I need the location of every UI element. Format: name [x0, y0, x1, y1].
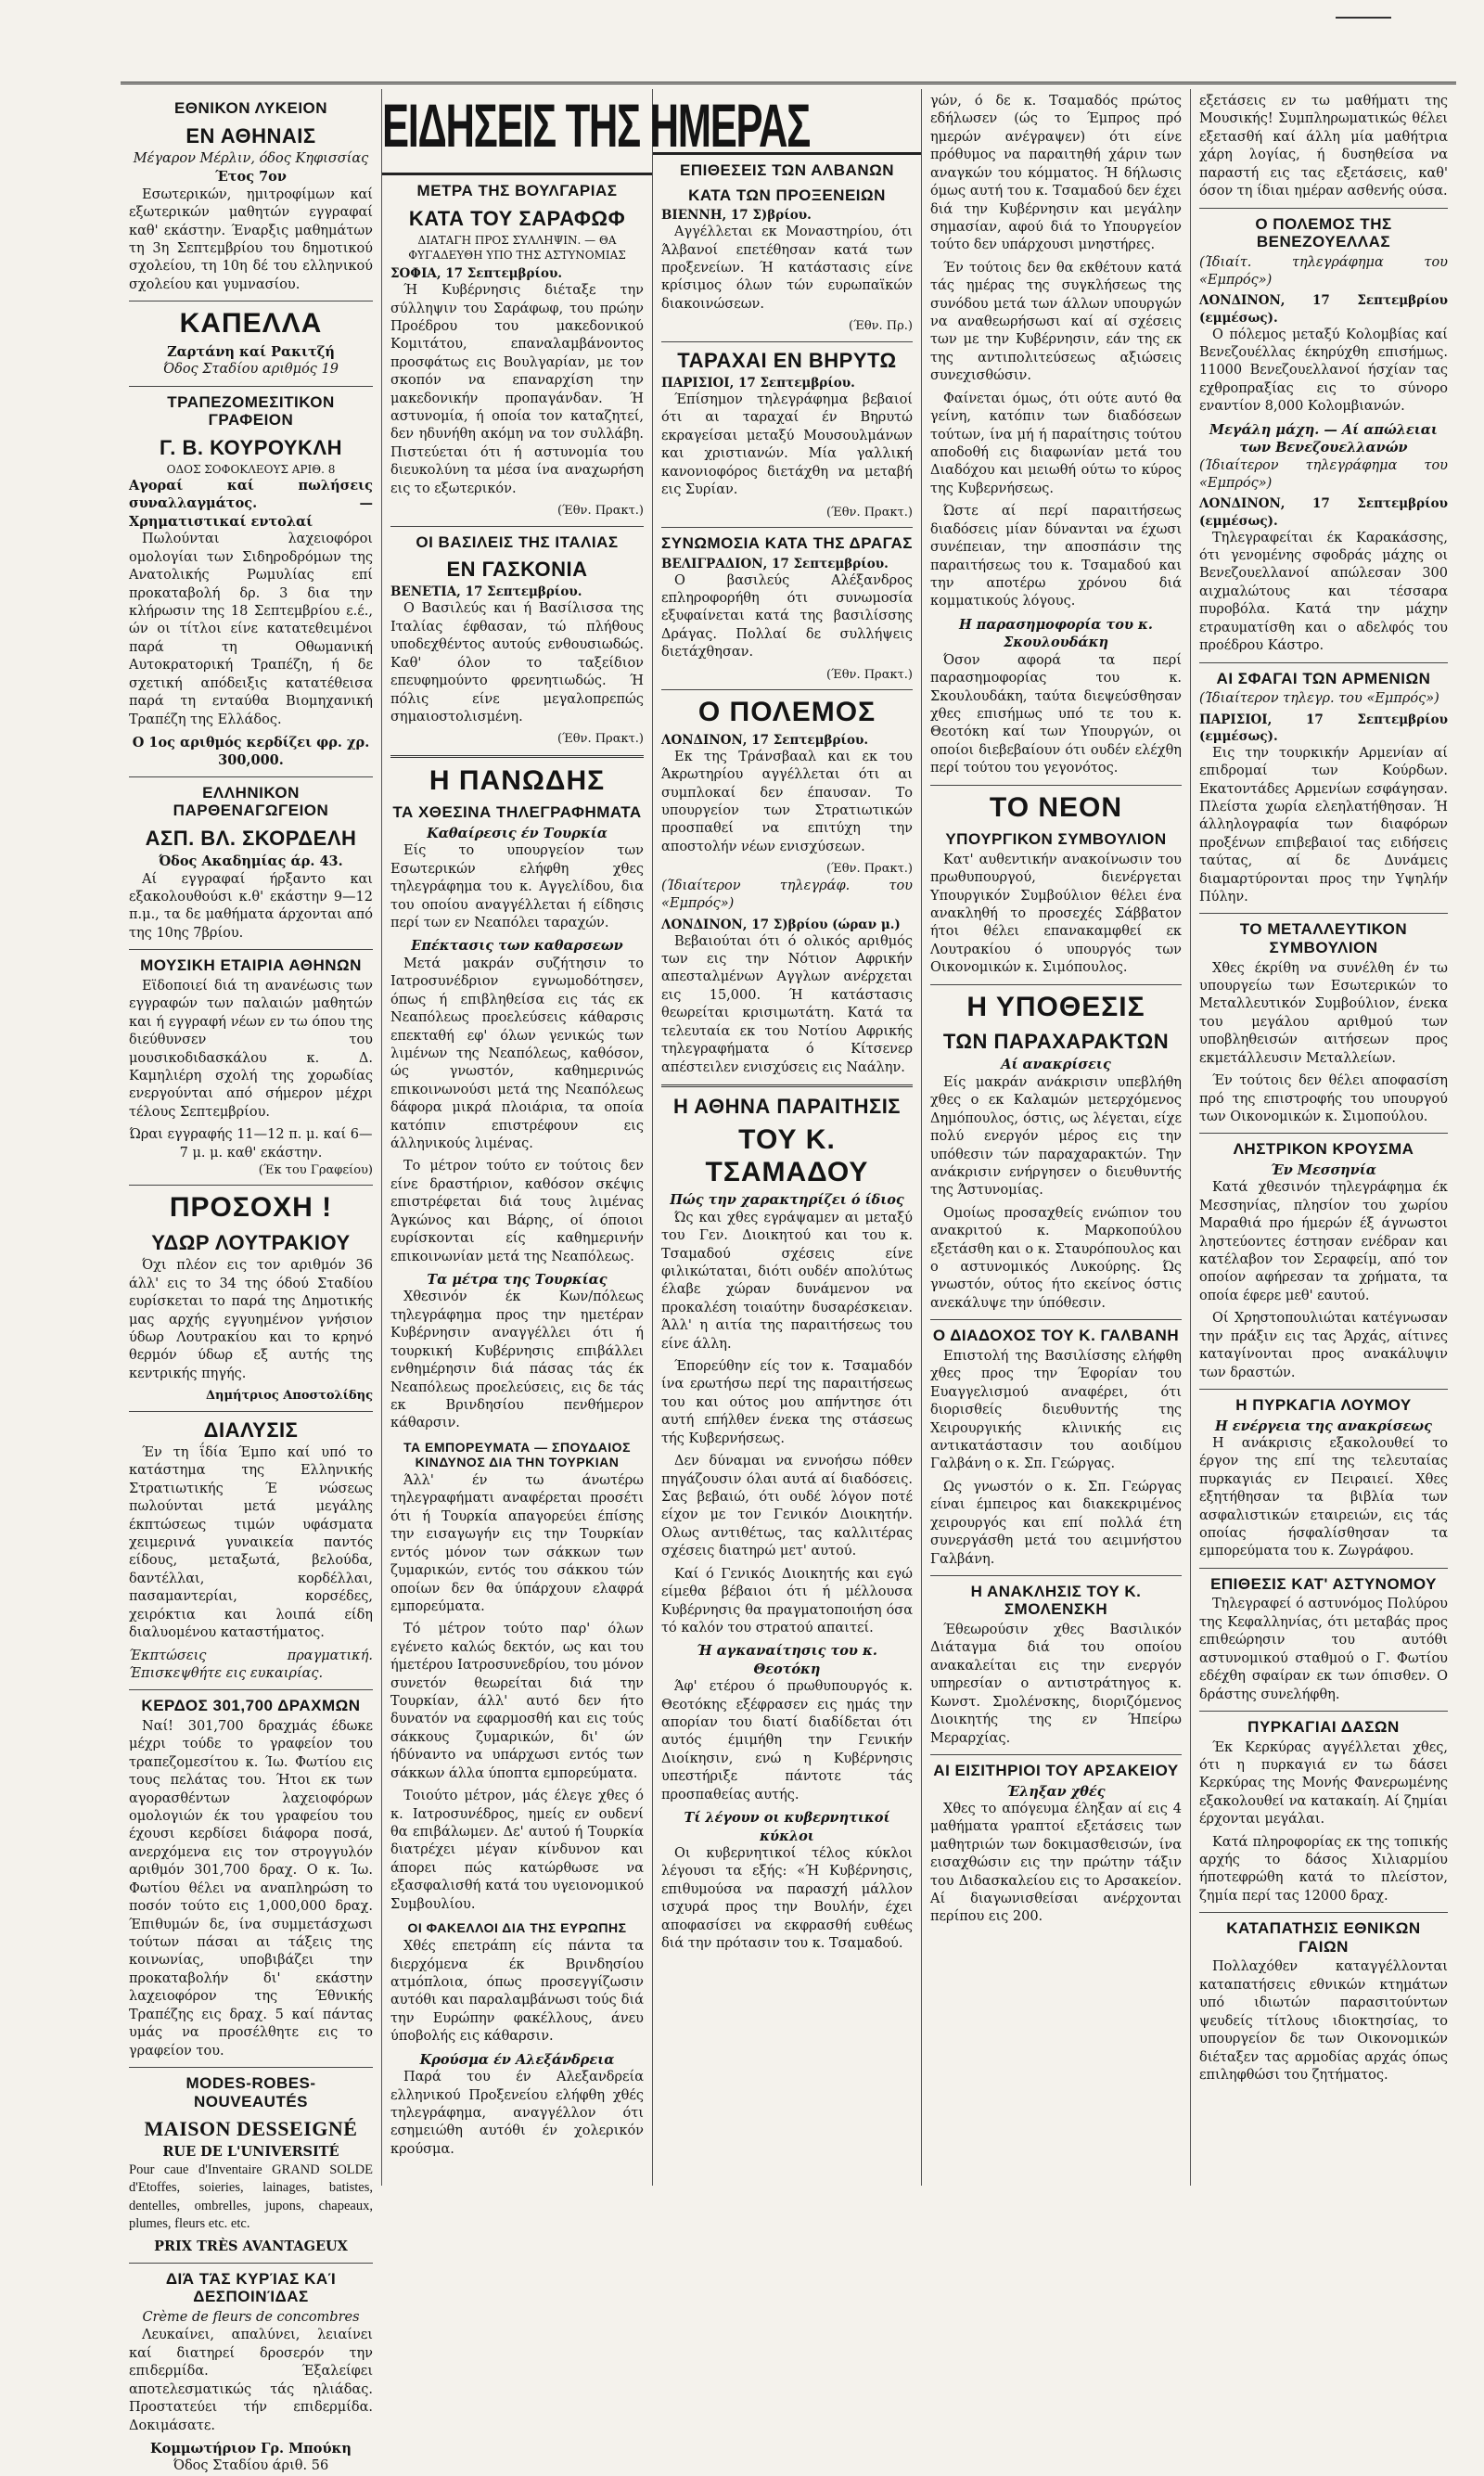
columns	[121, 89, 1456, 2474]
divider	[129, 1185, 373, 1186]
neon-subtitle: ΥΠΟΥΡΓΙΚΟΝ ΣΥΜΒΟΥΛΙΟΝ	[945, 830, 1167, 849]
dialysis-sign: Έκπτώσεις πραγματική. Έπισκεψθήτε εις ευκαιρίας.	[129, 1648, 373, 1681]
prosochi-subtitle: ΥΔΩΡ ΛΟΥΤΡΑΚΙΟΥ	[151, 1230, 351, 1254]
kathairesis-text: Είς το υπουργείον των Εσωτερικών ελήφθη χθες τηλεγράφημα του κ. Αγγελίδου, δια του οποίου αναγγέλλεται ή είδησις περί των εν Νεαπόλει ταραχών.	[390, 843, 644, 930]
hypothesis-text-2: Ομοίως προσαχθείς ενώπιον του ανακριτού κ. Μαρκοπούλου εξετάσθη και ο κ. Σταυρόπουλος και ο αστυνομικός Λυκούρης. Ώς γνωστόν, ούτος ήτο εκείνος όστις ανεκάλυψε την ύπόθεσιν.	[930, 1205, 1182, 1311]
venezuela-label-2: (Ίδιαίτερον τηλεγράφημα του «Εμπρός»)	[1199, 457, 1448, 491]
polemos-title: Ο ΠΟΛΕΜΟΣ	[697, 697, 876, 728]
masthead: ΕΙΔΗΣΕΙΣ ΤΗΣ ΗΜΕΡΑΣ	[382, 91, 810, 160]
empor-text: Άλλ' έν τω άνωτέρω τηλεγραφήματι αναφέρεται προσέτι ότι ή Τουρκία απαγορεύει έπίσης την εισαγωγήν εις την Τουρκίαν εντός μόνον των σάκκων των ζυμαρικών, εντός του σάκκου τών οποίων δεν θα ύπάρχουν ελαφρά εμπορεύματα.	[390, 1472, 644, 1614]
venezuela-title: Ο ΠΟΛΕΜΟΣ ΤΗΣ ΒΕΝΕΖΟΥΕΛΛΑΣ	[1255, 214, 1392, 251]
divider	[1199, 1912, 1448, 1913]
vasileis-text: Ο Βασιλεύς και ή Βασίλισσα της Ιταλίας έφθασαν, τώ πλήθους υποδεχθέντος αυτούς ενθουσιωδώς. Καθ' όλον το ταξείδιον επευφημούντο φρενητιωδώς. Ή πόλις είνε μεγαλοπρεπώς σημαιοστολισμένη.	[390, 601, 644, 725]
divider	[661, 527, 913, 528]
column-1-ads	[121, 89, 382, 2474]
venezuela-dateline: ΛΟΝΔΙΝΟΝ, 17 Σεπτεμβρίου (εμμέσως).	[1199, 293, 1448, 326]
kerdos-text: Ναί! 301,700 δραχμάς έδωκε μέχρι τούδε το γραφείον του τραπεζομεσίτου κ. Ίω. Φωτίου εις τους πελάτας του. Ήτοι εκ των αγορασθέντων λαχειοφόρων ομολογιών έκ του γραφείου του έχουσι κερδίσει διάφορα ποσά, ανερχόμενα εις τον στρογγυλόν αριθμόν 301,700 δραχ. Ο κ. Ίω. Φωτίου θέλει να αναπληρώση το ποσόν τούτο εις 1,000,000 δραχ. Έπιθυμών δε, ίνα συμμετάσχωσι τούτων πάσαι αι τάξεις της κοινωνίας, υποβιβάζει την προκαταβολήν δι' εκάστην λαχειοφόρον της Έθνικής Τραπέζης εις δραχ. 5 καί πάντας υμάς να προσέλθητε εις το γραφείον του.	[129, 1718, 373, 2059]
hypothesis-text: Είς μακράν ανάκρισιν υπεβλήθη χθες ο εκ Καλαμών μετερχόμενος Δημόπουλος, όστις, ως λέγεται, είχε πολύ ενεργόν μέρος εις την υπόθεσιν τών παραχαρακτών. Την ανάκρισιν ενήργησεν ο διευθυντής της Άστυνομίας.	[930, 1074, 1182, 1199]
neon-title: ΤΟ ΝΕΟΝ	[989, 791, 1123, 823]
kapella-address: Όδος Σταδίου αριθμός 19	[162, 362, 339, 378]
music-society-title: ΜΟΥΣΙΚΗ ΕΤΑΙΡΙΑ ΑΘΗΝΩΝ	[140, 956, 362, 975]
synomosia-title: ΣΥΝΩΜΟΣΙΑ ΚΑΤΑ ΤΗΣ ΔΡΑΓΑΣ	[661, 534, 913, 552]
music-society-sign: (Έκ του Γραφείου)	[258, 1163, 373, 1178]
bank-line: Αγοραί καί πωλήσεις συναλλαγμάτος. — Χρηματιστικαί εντολαί	[129, 478, 373, 530]
parthenagogeion-name: ΑΣΠ. ΒΛ. ΣΚΟΡΔΕΛΗ	[145, 826, 357, 850]
top-rule	[121, 82, 1456, 84]
column-4	[922, 89, 1191, 2186]
column-4-continuation-3: Φαίνεται όμως, ότι ούτε αυτό θα γείνη, κατόπιν των διαδόσεων τούτων, ίνα μή ή παραίτησις τούτου αποδοθή εις διαφωνίαν μετά του Διαδόχου και μειωθή ούτω το κύρος της Κυβερνήσεως.	[930, 391, 1182, 496]
listrikon-text-2: Οί Χρηστοπουλιώται κατέγνωσαν την πράξιν εις τας Άρχάς, αίτινες καταγίνονται προς ανακάλυψιν των δραστών.	[1199, 1311, 1448, 1380]
sarafof-subtitle: ΚΑΤΑ ΤΟΥ ΣΑΡΑΦΩΦ	[408, 206, 626, 230]
sarafof-title: ΜΕΤΡΑ ΤΗΣ ΒΟΥΛΓΑΡΙΑΣ	[416, 182, 618, 199]
divider	[129, 949, 373, 950]
krousma-alex-text: Παρά του έν Αλεξανδρεία ελληνικού Προξενείου ελήφθη χθές τηλεγράφημα, αναγγέλλον ότι εσημειώθη αυτόθι έν χολερικόν κρούσμα.	[390, 2070, 644, 2157]
sarafof-dateline: ΣΟΦΙΑ, 17 Σεπτεμβρίου.	[390, 266, 563, 281]
armenians-dateline: ΠΑΡΙΣΙΟΙ, 17 Σεπτεμβρίου (εμμέσως).	[1199, 712, 1448, 744]
metalleftikon-text-2: Έν τούτοις δεν θέλει αποφασίση πρό της επιστροφής του υπουργού των Οικονομικών κ. Σιμοπούλου.	[1199, 1073, 1448, 1124]
kyries-text: Λευκαίνει, απαλύνει, λειαίνει καί διατηρεί δροσερόν την επιδερμίδα. Έξαλείφει αποτελεσματικώς τάς ηλιάδας. Προστατεύει τήν επιδερμίδα. Δοκιμάσατε.	[129, 2328, 373, 2433]
armenians-title: ΑΙ ΣΦΑΓΑΙ ΤΩΝ ΑΡΜΕΝΙΩΝ	[1216, 669, 1431, 687]
anagkaia-text: Άφ' ετέρου ό πρωθυπουργός κ. Θεοτόκης εξέφρασεν εις ημάς την απορίαν του διατί διαδίδεται ότι αυτός έμιμήθη την Γενικήν Διοίκησιν, ενώ η Κυβέρνησις υπεστήριξε πάντοτε τάς προσπαθείας αυτής.	[661, 1679, 913, 1802]
anagkaia-title: Ή αγκαναίτησις του κ. Θεοτόκη	[697, 1643, 877, 1677]
sarafof-source: (Έθν. Πρακτ.)	[556, 504, 644, 519]
tsamadou-text-3: Δεν δύναμαι να εννοήσω πόθεν πηγάζουσιν όλαι αυτά αί διαδόσεις. Σας βεβαιώ, ότι ουδέ λόγον ποτέ είχον με τον Γενικόν Διοικητήν. Ολως αντιθέτως, τας καλλιτέρας σχέσεις διατηρώ μετ' αυτού.	[661, 1454, 913, 1559]
synomosia-source: (Έθν. Πρακτ.)	[825, 667, 913, 682]
divider	[129, 386, 373, 387]
divider	[930, 1754, 1182, 1755]
vasileis-subtitle: ΕΝ ΓΑΣΚΟΝΙΑ	[446, 558, 588, 582]
divider	[1199, 1389, 1448, 1390]
legoun-text: Οι κυβερνητικοί τέλος κύκλοι λέγουσι τα εξής: «Ή Κυβέρνησις, επιθυμούσα να παρασχή μάλλον ισχυρά προς την Βουλήν, έχει αποφασίσει να εκφρασθή ευθέως διά την πρότασιν του κ. Τσαμαδού.	[661, 1846, 913, 1952]
metalleftikon-text: Χθες έκρίθη να συνέλθη έν τω υπουργείω των Εσωτερικών το Μεταλλευτικόν Συμβούλιον, ένεκα του μεγάλου αριθμού των υποβληθεισών αιτήσεων προς εκμετάλλευσιν Μεταλλείων.	[1199, 960, 1448, 1066]
divider	[1199, 1711, 1448, 1712]
lyceum-city: ΕΝ ΑΘΗΝΑΙΣ	[186, 123, 316, 148]
anaklisis-title: Η ΑΝΑΚΛΗΣΙΣ ΤΟΥ Κ. ΣΜΟΛΕΝΣΚΗ	[970, 1582, 1142, 1619]
divider	[1199, 1568, 1448, 1569]
tarachai-dateline: ΠΑΡΙΣΙΟΙ, 17 Σεπτεμβρίου.	[661, 375, 855, 391]
anaklisis-text: Έθεωρούσιν χθες Βασιλικόν Διάταγμα διά του οποίου ανακαλείται εις την ενεργόν υπηρεσίαν ο αντιστράτηγος κ. Κωνστ. Σμολένσκης, διοριζόμενος Διοικητής της εν Ήπείρω Μεραρχίας.	[930, 1623, 1182, 1746]
metra-text: Χθεσινόν έκ Κων/πόλεως τηλεγράφημα προς την ημετέραν Κυβέρνησιν αναγγέλλει ότι ή τουρκική Κυβέρνησις επιβάλλει ενθημέρησιν διά πάσας τάς έκ Νεαπόλεως προελεύσεις, εις δε τάς εκ Βρινδησίου πενθήμερον κάθαρσιν.	[390, 1289, 644, 1431]
sarafof-small: ΔΙΑΤΑΓΗ ΠΡΟΣ ΣΥΛΛΗΨΙΝ. — ΘΑ ΦΥΓΑΔΕΥΘΗ ΥΠΟ ΤΗΣ ΑΣΤΥΝΟΜΙΑΣ	[408, 233, 626, 262]
epithesis-text: Τηλεγραφεί ό αστυνόμος Πολύρου της Κεφαλληνίας, ότι μεταβάς προς επιθεώρησιν του αυτόθι αστυνομικού σταθμού ο Γ. Φωτίου εδέχθη σφαίραν εκ των όπισθεν. Ο δράστης συνελήφθη.	[1199, 1597, 1448, 1702]
pyrkagia-text: Η ανάκρισις εξακολουθεί το έργον της επί της τελευταίας πυρκαγιάς εν Πειραιεί. Χθες εξητήθησαν τα βιβλία των ασφαλιστικών εταιρειών, εις τάς οποίας ήσφαλίσθησαν τα εμπορεύματα του κ. Ζωγράφου.	[1199, 1435, 1448, 1559]
kathairesis-title: Καθαίρεσις έν Τουρκία	[427, 825, 608, 841]
arsakeion-lead: Έληξαν χθές	[1006, 1783, 1106, 1800]
dason-title: ΠΥΡΚΑΓΙΑΙ ΔΑΣΩΝ	[1247, 1717, 1400, 1736]
kyries-sign: Κομμωτήριον Γρ. Μπούκη	[150, 2440, 352, 2457]
diadochos-title: Ο ΔΙΑΔΟΧΟΣ ΤΟΥ Κ. ΓΑΛΒΑΝΗ	[932, 1327, 1180, 1345]
modes-house: MAISON DESSEIGNÉ	[144, 2117, 358, 2141]
divider	[930, 785, 1182, 786]
polemos-source: (Έθν. Πρακτ.)	[825, 862, 913, 877]
divider	[129, 1411, 373, 1412]
hypothesis-title: Η ΥΠΟΘΕΣΙΣ	[966, 991, 1145, 1022]
alvanon-title: ΕΠΙΘΕΣΕΙΣ ΤΩΝ ΑΛΒΑΝΩΝ	[679, 161, 895, 179]
tarachai-source: (Έθν. Πρακτ.)	[825, 505, 913, 520]
epektasis-title: Επέκτασις των καθαρσεων	[411, 938, 623, 955]
tsamadou-title: Η ΑΘΗΝΑ ΠΑΡΑΙΤΗΣΙΣ	[672, 1094, 902, 1118]
column-4-continuation: γών, ό δε κ. Τσαμαδός πρώτος εδήλωσεν (ώς το Έμπρος πρό ημερών ανέγραψεν) ότι είνε πρόθυμος να παραιτηθή χάριν των αναγκών του κόμματος. Ή δήλωσις όμως αυτή του κ. Τσαμαδού δεν έχει διά την Κυβέρνησιν και μεγάλην σημασίαν, αφού διά το Υπουργείον τούτο δεν υπάρχουσι μνηστήρες.	[930, 94, 1182, 253]
alvanon-text: Αγγέλλεται εκ Μοναστηρίου, ότι Άλβανοί επετέθησαν κατά των προξενείων. Ή κατάστασις είνε κρίσιμος όλων τών ευρωπαϊκών διακοινώσεων.	[661, 225, 913, 312]
listrikon-lead: Έν Μεσσηνία	[1271, 1161, 1376, 1178]
divider	[1199, 913, 1448, 914]
divider	[930, 1575, 1182, 1576]
venezuela-battle-title: Μεγάλη μάχη. — Αί απώλειαι των Βενεζουελλανών	[1209, 421, 1438, 456]
modes-prix: PRIX TRÈS AVANTAGEUX	[154, 2239, 348, 2255]
kapella-title: ΚΑΠΕΛΛΑ	[179, 308, 323, 340]
lyceum-year: Έτος 7ον	[215, 169, 287, 186]
polemos-empros-dateline: ΛΟΝΔΙΝΟΝ, 17 Σ)βρίου (ώραν μ.)	[661, 917, 901, 932]
bank-address: ΟΔΟΣ ΣΟΦΟΚΛΕΟΥΣ ΑΡΙΘ. 8	[166, 462, 336, 476]
metra-title: Τα μέτρα της Τουρκίας	[427, 1272, 608, 1288]
bank-text: Πωλούνται λαχειοφόροι ομολογίαι των Σιδηροδρόμων της Ανατολικής Ρωμυλίας επί προκαταβολή δρ. 3 δια την κλήρωσιν της 18 Σεπτεμβρίου ε.έ., ών οι τίτλοι είνε κατατεθειμένοι παρά τη Οθωμανική Αυτοκρατορική Τραπέζη, ή δε σχετική απόδειξις κατατέθεισα παρά τη ενταύθα Βιομηχανική Τραπέζη της Ελλάδος.	[129, 532, 373, 727]
hypothesis-lead: Αί ανακρίσεις	[1001, 1057, 1111, 1073]
top-decoration	[1336, 17, 1391, 19]
tsamadou-text-2: Έπορεύθην είς τον κ. Τσαμαδόν ίνα ερωτήσω περί της παραιτήσεως του και ούτος μου απήντησε ότι αυτή επήλθεν ένεκα της στάσεως τής Κυβερνήσεως.	[661, 1359, 913, 1446]
synomosia-dateline: ΒΕΛΙΓΡΑΔΙΟΝ, 17 Σεπτεμβρίου.	[661, 556, 889, 571]
metalleftikon-title: ΤΟ ΜΕΤΑΛΛΕΥΤΙΚΟΝ ΣΥΜΒΟΥΛΙΟΝ	[1239, 920, 1408, 956]
modes-street: RUE DE L'UNIVERSITÉ	[162, 2144, 339, 2161]
polemos-empros-text: Βεβαιούται ότι ό ολικός αριθμός των εις την Νότιον Αφρικήν απεσταλμένων Αγγλων ανέρχεται εις 15,000. Ή κατάστασις θεωρείται κρισιμωτάτη. Κατά τα τελευταία εκ του Νοτίου Αφρικής τηλεγραφήματα ό Κίτσενερ απέστειλεν ενισχύσεις εις Ναάλην.	[661, 933, 913, 1075]
tarachai-text: Έπίσημον τηλεγράφημα βεβαιοί ότι αι ταραχαί έν Βηρυτώ εκραγείσαι μεταξύ Μουσουλμάνων και χριστιανών. Μία γαλλική κανονιοφόρος διετάχθη να μεταβή εις Συρίαν.	[661, 392, 913, 498]
masthead-area	[382, 91, 810, 175]
bank-title: ΤΡΑΠΕΖΟΜΕΣΙΤΙΚΟΝ ΓΡΑΦΕΙΟΝ	[167, 392, 335, 430]
fakellos-title: ΟΙ ΦΑΚΕΛΛΟΙ ΔΙΑ ΤΗΣ ΕΥΡΩΠΗΣ	[407, 1920, 627, 1936]
sarafof-text: Ή Κυβέρνησις διέταξε την σύλληψιν του Σαράφωφ, του πρώην Προέδρου του μακεδονικού Κομιτάτου, επαναλαμβάνοντος προσφάτως εις Βουλγαρίαν, με τον σκοπόν να επαναρχίση την μακεδονικήν προπαγάνδαν. Ή αστυνομία, ή οποία τον καταζητεί, δεν ηδυνήθη ακόμη να τον συλλάβη. Πιστεύεται ότι ή αστυνομία του διευκολύνη τα μέσα ίνα αναχωρήση εις το εξωτερικόν.	[390, 283, 644, 496]
panodis-subtitle: ΤΑ ΧΘΕΣΙΝΑ ΤΗΛΕΓΡΑΦΗΜΑΤΑ	[392, 803, 642, 822]
empor-title: ΤΑ ΕΜΠΟΡΕΥΜΑΤΑ — ΣΠΟΥΔΑΙΟΣ ΚΙΝΔΥΝΟΣ ΔΙΑ ΤΗΝ ΤΟΥΡΚΙΑΝ	[403, 1439, 631, 1469]
divider	[1199, 1133, 1448, 1134]
parthenagogeion-text: Αί εγγραφαί ήρξαντο και εξακολουθούσι κ.θ' εκάστην 9—12 π.μ., τα δε μαθήματα άρχονται από της 10ης 7βρίου.	[129, 871, 373, 941]
tsamadou-subtitle: ΤΟΥ Κ. ΤΣΑΜΑΔΟΥ	[705, 1124, 869, 1187]
pyrkagia-title: Η ΠΥΡΚΑΓΙΑ ΛΟΥΜΟΥ	[1235, 1395, 1412, 1414]
legoun-title: Τί λέγουν οι κυβερνητικοί κύκλοι	[684, 1810, 890, 1844]
arsakeion-text: Χθες το απόγευμα έληξαν αί εις 4 μαθήματα γραπτοί εξετάσεις των μαθητριών των δοκιμασθεισών, ίνα εισαχθώσιν εις την πρώτην τάξιν του Διδασκαλείου εις το Αρσακείον. Αί διαγωνισθείσαι ανέρχονται περίπου εις 200.	[930, 1801, 1182, 1925]
tarachai-title: ΤΑΡΑΧΑΙ ΕΝ ΒΗΡΥΤΩ	[677, 348, 897, 372]
divider	[390, 526, 644, 527]
prosochi-text: Όχι πλέον εις τον αριθμόν 36 άλλ' εις το 34 της όδού Σταδίου ευρίσκεται το παρά της Δημοτικής μας αρχής εγγυημένον γνήσιον ύδωρ Λουτρακίου και το κρηνό θερμόν ύδωρ εξ αυτής της κεντρικής πηγής.	[129, 1258, 373, 1381]
arsakeion-title: ΑΙ ΕΙΣΙΤΗΡΙΟΙ ΤΟΥ ΑΡΣΑΚΕΙΟΥ	[933, 1761, 1179, 1779]
kyries-address: Όδος Σταδίου άριθ. 56	[173, 2458, 329, 2474]
alvanon-dateline: ΒΙΕΝΝΗ, 17 Σ)βρίου.	[661, 208, 812, 224]
tsamadou-text-4: Καί ό Γενικός Διοικητής και εγώ είμεθα βέβαιοι ότι ή μέλλουσα Κυβέρνησις θα πραγματοποιήση όσα τό καλόν του στρατού απαιτεί.	[661, 1566, 913, 1636]
listrikon-title: ΛΗΣΤΡΙΚΟΝ ΚΡΟΥΣΜΑ	[1233, 1140, 1414, 1159]
gaion-text: Πολλαχόθεν καταγγέλλονται καταπατήσεις εθνικών κτημάτων υπό ιδιωτών παρασιτούντων ψευδείς τίτλους ιδιοκτησίας, το υπουργείον δε των Οικονομικών διέταξεν τας αρμοδίας αρχάς όπως επιληφθώσι του ζητήματος.	[1199, 1959, 1448, 2083]
column-5-continuation: εξετάσεις εν τω μαθήματι της Μουσικής! Συμπληρωματικώς θέλει εξετασθή καί άλλη μία μαθήτρια χάρη λογίας, ή δυσηθείσα να παραστή εις τας εξετάσεις, καθ' όσον τη ίδιαι ημέραν ασθενής ούσα.	[1199, 94, 1448, 199]
dialysis-text: Έν τη ΐδία Έμπο καί υπό το κατάστημα της Ελληνικής Στρατιωτικής Έ νώσεως πωλούνται μετά μεγάλης έκπτώσεως τιμών υφάσματα χειμερινά γυναικεία παντός είδους, μεταξωτά, βελούδα, δαντέλλαι, κορδέλλαι, πασαμαντερίαι, κορσέδες, χειρόκτια και λοιπά είδη διαλυομένου καταστήματος.	[129, 1444, 373, 1641]
divider	[129, 1689, 373, 1690]
fakellos-text: Χθές επετράπη είς πάντα τα διερχόμενα έκ Βρινδησίου ατμόπλοια, όπως προσεγγίζωσιν αυτόθι και παραλαμβάνωσι τούς διά την Ευρώπην φακέλλους, άνευ ύποβολής εις κάθαρσιν.	[390, 1939, 644, 2045]
divider	[129, 2067, 373, 2068]
polemos-text: Εκ της Τράνσβααλ και εκ του Άκρωτηρίου αγγέλλεται ότι αι συμπλοκαί δεν έπαυσαν. Το υπουργείον των Στρατιωτικών προσπαθεί να επιτύχη την αποστολήν νέων ενισχύσεων.	[661, 749, 913, 854]
alvanon-subtitle: ΚΑΤΑ ΤΩΝ ΠΡΟΞΕΝΕΙΩΝ	[688, 186, 886, 204]
epithesis-title: ΕΠΙΘΕΣΙΣ ΚΑΤ' ΑΣΤΥΝΟΜΟΥ	[1210, 1574, 1437, 1593]
venezuela-label: (Ίδιαίτ. τηλεγράφημα του «Εμπρός»)	[1199, 254, 1448, 289]
armenians-label: (Ίδιαίτερον τηλεγρ. του «Εμπρός»)	[1199, 691, 1439, 707]
modes-text: Pour caue d'Inventaire GRAND SOLDE d'Etoffes, soieries, lainages, batistes, dentelles, ombrelles, jupons, chapeaux, plumes, fleurs etc. etc.	[129, 2162, 373, 2232]
polemos-dateline: ΛΟΝΔΙΝΟΝ, 17 Σεπτεμβρίου.	[661, 732, 869, 748]
tsamadou-text: Ώς και χθες εγράψαμεν αι μεταξύ του Γεν. Διοικητού και του κ. Τσαμαδού σχέσεις είνε φιλικώταται, διότι ουδέν απολύτως έλαβε χώραν δυνάμενον να προκαλέση τοιαύτην δυσαρέσκειαν. Άλλ' η αιτία της παραιτήσεως του είνε άλλη.	[661, 1210, 913, 1352]
divider	[1199, 662, 1448, 663]
divider	[930, 984, 1182, 985]
tsamadou-lead: Πώς την χαρακτηρίζει ό ίδιος	[670, 1192, 904, 1209]
divider	[661, 1084, 913, 1087]
lyceum-text: Εσωτερικών, ημιτροφίμων καί εξωτερικών μαθητών εγγραφαί καθ' εκάστην. Έναρξις μαθημάτων τη 3η Σεπτεμβρίου του δημοτικού σχολείου, τη 10η δέ του ελληνικού σχολείου και γυμνασίου.	[129, 186, 373, 292]
panodis-title: Η ΠΑΝΩΔΗΣ	[429, 764, 606, 796]
venezuela-text-2: Τηλεγραφείται έκ Καρακάσσης, ότι γενομένης σφοδράς μάχης οι Βενεζουελλανοί απώλεσαν 300 αιχμαλώτους και τέσσαρα πυροβόλα. Κατά την μάχην ετραυματίσθη και ο αδελφός του προέδρου Κάστρο.	[1199, 530, 1448, 654]
gaion-title: ΚΑΤΑΠΑΤΗΣΙΣ ΕΘΝΙΚΩΝ ΓΑΙΩΝ	[1226, 1919, 1421, 1956]
column-4-continuation-4: Ώστε αί περί παραιτήσεως διαδόσεις μίαν δύνανται να έχωσι συνέπειαν, την αποσπάσιν της παραιτήσεως του κ. Τσαμαδού και την αποτέρω χρόνου διά κομματικούς λόγους.	[930, 504, 1182, 609]
column-4-continuation-2: Έν τούτοις δεν θα εκθέτουν κατά τάς ημέρας της συγκλήσεως της συνόδου μετά των άλλων υπουργών να αναθεωρήσωσι καί αί σχέσεις των με την Κυβέρνησιν, εάν της εκ της αντιπολιτεύσεως αξιώσεις συνεχισθώσιν.	[930, 260, 1182, 384]
venezuela-text: Ο πόλεμος μεταξύ Κολομβίας καί Βενεζουέλλας έκηρύχθη επισήμως. 11000 Βενεζουελλανοί ήσχίαν τας εχθροπραξίας εις το σύνορο εναντίον 8,000 Κολομβιανών.	[1199, 327, 1448, 415]
kapella-names: Ζαρτάνη καί Ρακιτζή	[167, 343, 335, 360]
diadochos-text: Επιστολή της Βασιλίσσης ελήφθη χθες προς την Έφορίαν του Ευαγγελισμού αναφέρει, ότι διορισθείς διευθυντής της Χειρουργικής κλινικής εις αντικατάστασιν του αοιδίμου Γαλβάνη ο κ. Σπ. Γεώργας.	[930, 1348, 1182, 1472]
polemos-empros-label: (Ίδιαίτερον τηλεγράφ. του «Εμπρός»)	[661, 878, 913, 912]
epektasis-text: Μετά μακράν συζήτησιν το Ιατροσυνέδριον εγνωμοδότησεν, όπως ή επιβληθείσα εις τάς εκ Νεαπόλεως προελεύσεις κάθαρσις επεκταθή εφ' όλων γενικώς των λιμένων της Νεαπόλεως, καθόσον, ώς γνωστόν, καθημερινώς επικοινωνούσι μετά της Νεαπόλεως δάφορα μικρά πλοιάρια, τα οποία κατόπιν επιστρέφουν εις άλληνικούς λιμένας.	[390, 956, 644, 1152]
lyceum-title: ΕΘΝΙΚΟΝ ΛΥΚΕΙΟΝ	[173, 99, 328, 117]
divider	[930, 1319, 1182, 1320]
divider	[129, 2263, 373, 2264]
music-society-hours: Ώραι εγγραφής 11—12 π. μ. καί 6—7 μ. μ. καθ' εκάστην.	[129, 1127, 373, 1161]
modes-title: MODES-ROBES-NOUVEAUTÉS	[186, 2073, 316, 2110]
venezuela-dateline-2: ΛΟΝΔΙΝΟΝ, 17 Σεπτεμβρίου (εμμέσως).	[1199, 496, 1448, 529]
dialysis-title: ΔΙΑΛΥΣΙΣ	[203, 1418, 299, 1442]
kerdos-title: ΚΕΡΔΟΣ 301,700 ΔΡΑΧΜΩΝ	[141, 1697, 361, 1715]
column-3	[653, 89, 922, 2186]
vasileis-title: ΟΙ ΒΑΣΙΛΕΙΣ ΤΗΣ ΙΤΑΛΙΑΣ	[416, 532, 619, 551]
skouloudakis-text: Όσον αφορά τα περί παρασημοφορίας του κ. Σκουλουδάκη, ταύτα διεψεύσθησαν χθες επισήμως υπό τε του κ. Θεοτόκη καί των Υπουργών, οι οποίοι διεβεβαίουν ότι ουδέν ελέχθη περί τούτου του γεγονότος.	[930, 652, 1182, 776]
bank-prize: Ο 1ος αριθμός κερδίζει φρ. χρ. 300,000.	[132, 734, 370, 769]
parthenagogeion-address: Όδος Ακαδημίας άρ. 43.	[159, 853, 343, 870]
alvanon-source: (Έθν. Πρ.)	[849, 319, 913, 334]
listrikon-text: Κατά χθεσινόν τηλεγράφημα έκ Μεσσηνίας, πλησίον του χωρίου Μαραθιά προ ήμερών έξ άγνωστοι ληστεύοντες έστησαν ενέδραν και κατέλαβον τον Σεραφείμ, από τον οποίον αφήρεσαν τα χρήματα, τα οποία έφερε μεθ' εαυτού.	[1199, 1180, 1448, 1303]
pyrkagia-lead: Η ενέργεια της ανακρίσεως	[1215, 1418, 1432, 1434]
empor-text-2: Τό μέτρον τούτο παρ' όλων εγένετο καλώς δεκτόν, ως και του ήμετέρου Ιατροσυνεδρίου, του μόνον συνετόν θεωρείται διά την Τουρκίαν, άλλ' αυτό δεν ήτο δυνατόν να εφαρμοσθή και εις τούς σάκκους ζυμαρικών, δι' ών ήδύναντο να υπάρχωσι εντός των σάκκων άλλα ύποπτα εμπορεύματα.	[390, 1622, 644, 1781]
divider	[129, 776, 373, 777]
diadochos-text-2: Ως γνωστόν ο κ. Σπ. Γεώργας είναι έμπειρος και διακεκριμένος χειρουργός και επί πολλά έτη συνεργάσθη μετά του αειμνήστου Γαλβάνη.	[930, 1479, 1182, 1567]
synomosia-text: Ο βασιλεύς Αλέξανδρος επληροφορήθη ότι συνωμοσία εξυφαίνεται κατά της βασιλίσσης Δράγας. Πολλαί δε συλλήψεις διετάχθησαν.	[661, 572, 913, 661]
bank-name: Γ. Β. ΚΟΥΡΟΥΚΛΗ	[160, 435, 342, 459]
music-society-text: Εϊδοποιεί διά τη ανανέωσις των εγγραφών των παλαιών μαθητών και ή εγγραφή νέων εν τω όπου της διεύθυνσεν του μουσικοδιδασκάλου κ. Δ. Καμηλιέρη σχολή της χορωδίας ενεργούνται από σήμερον μέχρι τέλους Σεπτεμβρίου.	[129, 978, 373, 1120]
skouloudakis-title: Η παρασημοφορία του κ. Σκουλουδάκη	[959, 616, 1153, 651]
lyceum-address: Μέγαρον Μέρλιν, όδος Κηφισσίας	[133, 150, 369, 166]
prosochi-sign: Δημήτριος Αποστολίδης	[205, 1389, 373, 1404]
epektasis-text-2: Το μέτρον τούτο εν τούτοις δεν είνε δραστήριον, καθόσον σκέψις επιστρέφεται διά τους λιμένας Άγκώνος και Βάρης, οί όποιοι ευρίσκονται είς καθημερινήν επικοινωνίαν μετά της Νεαπόλεως.	[390, 1159, 644, 1264]
parthenagogeion-title: ΕΛΛΗΝΙΚΟΝ ΠΑΡΘΕΝΑΓΩΓΕΙΟΝ	[173, 783, 329, 820]
empor-text-3: Τοιούτο μέτρον, μάς έλεγε χθες ό κ. Ιατροσυνέδρος, ημείς εν ουδενί θα επιβάλωμεν. Δε' αυτού ή Τουρκία διατρέχει μέγαν κίνδυνον και άπορει πώς κατώρθωσε να εξασφαλισθή κατά του υγειονομικού Συμβουλίου.	[390, 1789, 644, 1912]
divider	[661, 689, 913, 690]
divider	[390, 755, 644, 758]
dason-text: Έκ Κερκύρας αγγέλλεται χθες, ότι η πυρκαγιά εν τω δάσει Κερκύρας της Μονής Φανερωμένης εξακολουθεί να κατακαίη. Αί ζημίαι έρχονται μεγάλαι.	[1199, 1739, 1448, 1828]
divider	[1199, 208, 1448, 209]
column-5	[1191, 89, 1456, 2186]
prosochi-title: ΠΡΟΣΟΧΗ !	[169, 1192, 333, 1224]
vasileis-dateline: ΒΕΝΕΤΙΑ, 17 Σεπτεμβρίου.	[390, 584, 582, 600]
kyries-subtitle: Crème de fleurs de concombres	[142, 2309, 360, 2325]
krousma-alex-title: Κρούσμα έν Αλεξάνδρεια	[419, 2051, 615, 2068]
armenians-text: Εις την τουρκικήν Αρμενίαν αί επιδρομαί των Κούρδων. Εκατοντάδες Αρμενίων εσφάγησαν. Πλείστα χωρία ελεηλατήθησαν. Ή άλληλογραφία των διαφόρων προξένων επιβεβαιοί τας ειδήσεις ταύτας, αί δε Δυνάμεις διαμαρτύρονται προς την Υψηλήν Πύλην.	[1199, 745, 1448, 905]
divider	[661, 341, 913, 342]
vasileis-source: (Έθν. Πρακτ.)	[556, 732, 644, 747]
dason-text-2: Κατά πληροφορίας εκ της τοπικής αρχής το δάσος Χιλιαρμίου ήποτεφρώθη κατά το πλείστον, ζημία περί τας 12000 δραχ.	[1199, 1834, 1448, 1904]
kyries-title: ΔΙΆ ΤΆΣ ΚΥΡΊΑΣ ΚΑΊ ΔΕΣΠΟΙΝΊΔΑΣ	[165, 2269, 337, 2306]
hypothesis-subtitle: ΤΩΝ ΠΑΡΑΧΑΡΑΚΤΩΝ	[942, 1030, 1170, 1054]
neon-text: Κατ' αυθεντικήν ανακοίνωσιν του πρωθυπουργού, διενέργεται Υπουργικόν Συμβούλιον θέλει ένα ανακληθή το προσεχές Σάββατον ήτοι θέλει επανακαμφθεί εκ Λουτρακίου ό υπουργός των Οικονομικών κ. Σιμόπουλος.	[930, 852, 1182, 976]
